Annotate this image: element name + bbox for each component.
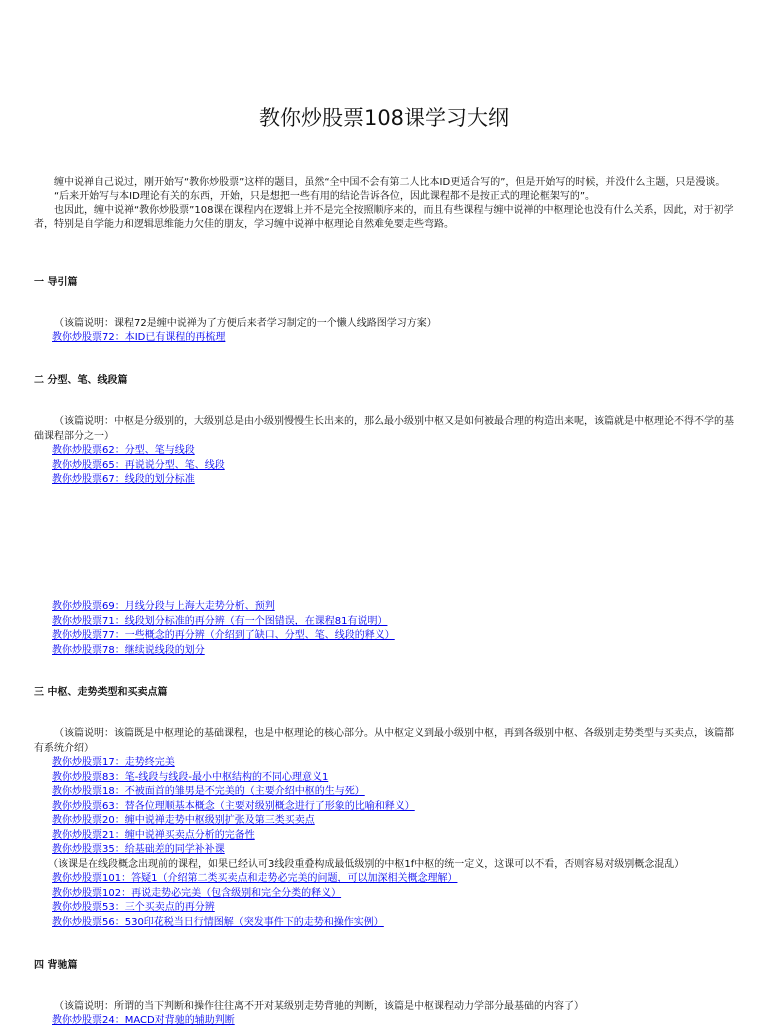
- page-title: 教你炒股票108课学习大纲: [258, 106, 510, 130]
- list-item: [52, 916, 684, 931]
- section-note: （该篇说明：课程72是缠中说禅为了方便后来者学习制定的一个懒人线路图学习方案）: [54, 318, 437, 329]
- lesson-link[interactable]: 教你炒股票101：答疑1（介绍第二类买卖点和走势必完美的问题，可以加深相关概念理解）: [52, 873, 458, 884]
- link-list: [52, 1014, 235, 1029]
- lesson-link[interactable]: 教你炒股票77：一些概念的再分辨（介绍到了缺口、分型、笔、线段的释义）: [52, 630, 395, 641]
- lesson-link[interactable]: 教你炒股票67：线段的划分标准: [52, 474, 195, 485]
- list-item: [52, 814, 684, 829]
- lesson-link[interactable]: 教你炒股票24：MACD对背驰的辅助判断: [52, 1015, 235, 1026]
- lesson-link[interactable]: 教你炒股票83：笔-线段与线段-最小中枢结构的不同心理意义1: [52, 771, 329, 783]
- section-note: （该篇说明：所谓的当下判断和操作往往离不开对某级别走势背驰的判断，该篇是中枢课程动力学部分最基础的内容了）: [54, 1001, 584, 1012]
- lesson-link[interactable]: 教你炒股票63：替各位理顺基本概念（主要对级别概念进行了形象的比喻和释义）: [52, 800, 415, 812]
- section-heading: 一 导引篇: [34, 277, 78, 288]
- lesson-link[interactable]: 教你炒股票78：继续说线段的划分: [52, 644, 205, 656]
- lesson-link[interactable]: 教你炒股票21：缠中说禅买卖点分析的完备性: [52, 829, 255, 841]
- list-item: [52, 887, 684, 902]
- section-heading: 二 分型、笔、线段篇: [34, 375, 128, 386]
- section-note: （该篇说明：该篇既是中枢理论的基础课程，也是中枢理论的核心部分。从中枢定义到最小级别中枢，再到各级别中枢、各级别走势类型与买卖点，该篇都有系统介绍）: [34, 728, 734, 754]
- list-item: [52, 615, 395, 630]
- list-item: [52, 872, 684, 887]
- list-item: [52, 901, 684, 916]
- lesson-link[interactable]: 教你炒股票20：缠中说禅走势中枢级别扩张及第三类买卖点: [52, 815, 315, 826]
- list-item: [52, 1014, 235, 1029]
- list-item: [52, 843, 684, 858]
- inline-note: （该课是在线段概念出现前的课程，如果已经认可3线段重叠构成最低级别的中枢1f中枢的统一定义，这课可以不看，否则容易对级别概念混乱）: [48, 858, 685, 870]
- link-list: [52, 444, 225, 488]
- list-item: [52, 771, 684, 786]
- list-item: [52, 800, 684, 815]
- section-heading: 三 中枢、走势类型和买卖点篇: [34, 687, 168, 698]
- lesson-link[interactable]: 教你炒股票62：分型、笔与线段: [52, 445, 195, 456]
- lesson-link[interactable]: 教你炒股票69：月线分段与上海大走势分析、预判: [52, 601, 275, 612]
- list-item: [52, 629, 395, 644]
- list-item: [52, 444, 225, 459]
- link-list: [52, 331, 225, 346]
- lesson-link[interactable]: 教你炒股票35：给基础差的同学补补课: [52, 844, 225, 855]
- list-item: [52, 600, 395, 615]
- list-item: [52, 829, 684, 844]
- intro-paragraph: 缠中说禅自己说过，刚开始写“教你炒股票”这样的题目，虽然“全中国不会有第二人比本ID更适合写的”，但是开始写的时候，并没什么主题，只是漫谈。: [54, 177, 726, 188]
- link-list: [48, 756, 685, 930]
- lesson-link[interactable]: 教你炒股票18：不被面首的雏男是不完美的（主要介绍中枢的生与死）: [52, 786, 365, 797]
- lesson-link[interactable]: 教你炒股票65：再说说分型、笔、线段: [52, 459, 225, 471]
- lesson-link[interactable]: 教你炒股票102：再说走势必完美（包含级别和完全分类的释义）: [52, 887, 342, 899]
- lesson-link[interactable]: 教你炒股票53：三个买卖点的再分辨: [52, 902, 215, 913]
- intro-paragraph: 也因此，缠中说禅“教你炒股票”108课在课程内在逻辑上并不是完全按照顺序来的，而且有些课程与缠中说禅的中枢理论也没有什么关系，因此，对于初学者，特别是自学能力和逻辑思维能力欠佳的朋友，学习缠中说禅中枢理论自然难免要走些弯路。: [34, 205, 734, 230]
- lesson-link[interactable]: 教你炒股票56：530印花税当日行情图解（突发事件下的走势和操作实例）: [52, 916, 384, 928]
- lesson-link[interactable]: 教你炒股票72：本ID已有课程的再梳理: [52, 332, 226, 343]
- list-item: [52, 473, 225, 488]
- list-item: [52, 644, 395, 659]
- intro-paragraph: “后来开始写与本ID理论有关的东西，开始，只是想把一些有用的结论告诉各位，因此课程都不是按正式的理论框架写的”。: [54, 191, 596, 202]
- section-note: （该篇说明：中枢是分级别的，大级别总是由小级别慢慢生长出来的，那么最小级别中枢又是如何被最合理的构造出来呢，该篇就是中枢理论不得不学的基础课程部分之一）: [34, 416, 734, 442]
- intro: [34, 176, 736, 232]
- list-item: [52, 331, 225, 346]
- list-item: [52, 756, 684, 771]
- list-item: [52, 785, 684, 800]
- list-item: [52, 459, 225, 474]
- lesson-link[interactable]: 教你炒股票71：线段划分标准的再分辨（有一个图错误，在课程81有说明）: [52, 615, 388, 627]
- section-heading: 四 背驰篇: [34, 960, 78, 971]
- link-list: [52, 600, 395, 658]
- lesson-link[interactable]: 教你炒股票17：走势终完美: [52, 757, 175, 768]
